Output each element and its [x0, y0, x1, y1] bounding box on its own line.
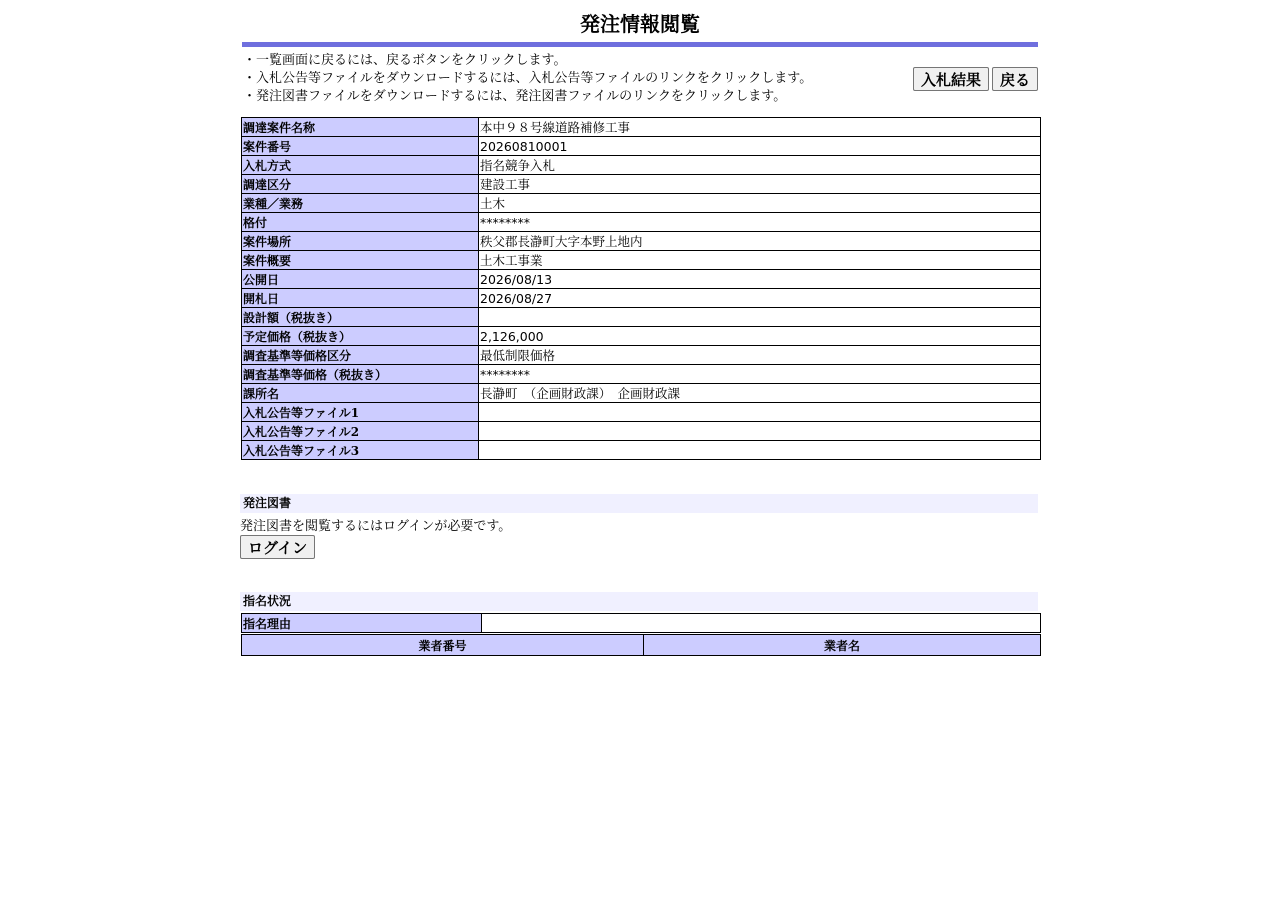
detail-label: 入札公告等ファイル3: [242, 441, 479, 460]
detail-value: [479, 403, 1041, 422]
instruction-item: ・発注図書ファイルをダウンロードするには、発注図書ファイルのリンクをクリックします。: [243, 89, 787, 104]
table-row: [242, 384, 1041, 403]
back-button[interactable]: 戻る: [992, 67, 1038, 91]
detail-label: 課所名: [242, 384, 479, 403]
detail-value: 長瀞町 （企画財政課） 企画財政課: [479, 384, 1041, 403]
table-row: [242, 327, 1041, 346]
detail-value: 2,126,000: [479, 327, 1041, 346]
bid-result-button[interactable]: 入札結果: [913, 67, 989, 91]
detail-value: 本中９８号線道路補修工事: [479, 118, 1041, 137]
table-row: [242, 441, 1041, 460]
designation-reason-label: 指名理由: [242, 614, 482, 633]
detail-label: 調達区分: [242, 175, 479, 194]
detail-value: ********: [479, 213, 1041, 232]
table-row: [242, 614, 1041, 633]
instruction-item: ・入札公告等ファイルをダウンロードするには、入札公告等ファイルのリンクをクリックします。: [243, 71, 813, 86]
detail-value: 土木: [479, 194, 1041, 213]
detail-value: 20260810001: [479, 137, 1041, 156]
table-row: [242, 232, 1041, 251]
detail-label: 公開日: [242, 270, 479, 289]
detail-label: 設計額（税抜き）: [242, 308, 479, 327]
detail-label: 予定価格（税抜き）: [242, 327, 479, 346]
instruction-item: ・一覧画面に戻るには、戻るボタンをクリックします。: [243, 53, 567, 68]
detail-label: 案件概要: [242, 251, 479, 270]
table-row: [242, 156, 1041, 175]
table-row: [242, 346, 1041, 365]
detail-label: 調査基準等価格（税抜き）: [242, 365, 479, 384]
detail-value: [479, 441, 1041, 460]
detail-value: 最低制限価格: [479, 346, 1041, 365]
detail-label: 入札方式: [242, 156, 479, 175]
detail-value: 2026/08/13: [479, 270, 1041, 289]
details-table: [241, 117, 1041, 460]
vendor-table-header-row: [242, 635, 1041, 656]
detail-value: ********: [479, 365, 1041, 384]
table-row: [242, 213, 1041, 232]
page-title: 発注情報閲覧: [580, 12, 700, 36]
detail-value: 2026/08/27: [479, 289, 1041, 308]
login-button[interactable]: ログイン: [240, 535, 315, 559]
table-row: [242, 194, 1041, 213]
page-container: [240, 0, 1040, 656]
detail-label: 業種／業務: [242, 194, 479, 213]
designation-section-header: 指名状況: [240, 592, 1038, 611]
designation-reason-value: [482, 614, 1041, 633]
instructions-area: [240, 47, 1040, 117]
vendor-table: [241, 634, 1041, 656]
table-row: [242, 137, 1041, 156]
detail-label: 案件番号: [242, 137, 479, 156]
detail-value: [479, 422, 1041, 441]
detail-label: 入札公告等ファイル2: [242, 422, 479, 441]
table-row: [242, 308, 1041, 327]
detail-value: 土木工事業: [479, 251, 1041, 270]
detail-value: 指名競争入札: [479, 156, 1041, 175]
detail-label: 調査基準等価格区分: [242, 346, 479, 365]
detail-value: 秩父郡長瀞町大字本野上地内: [479, 232, 1041, 251]
table-row: [242, 251, 1041, 270]
action-buttons: [913, 67, 1038, 91]
column-header-vendor-number: 業者番号: [242, 635, 644, 656]
table-row: [242, 365, 1041, 384]
login-required-notice: 発注図書を閲覧するにはログインが必要です。: [240, 519, 512, 534]
documents-section-header: 発注図書: [240, 494, 1038, 513]
column-header-vendor-name: 業者名: [644, 635, 1041, 656]
table-row: [242, 422, 1041, 441]
detail-label: 案件場所: [242, 232, 479, 251]
detail-label: 入札公告等ファイル1: [242, 403, 479, 422]
detail-label: 格付: [242, 213, 479, 232]
table-row: [242, 175, 1041, 194]
detail-value: 建設工事: [479, 175, 1041, 194]
designation-reason-table: [241, 613, 1041, 633]
detail-value: [479, 308, 1041, 327]
table-row: [242, 270, 1041, 289]
detail-label: 開札日: [242, 289, 479, 308]
table-row: [242, 118, 1041, 137]
detail-label: 調達案件名称: [242, 118, 479, 137]
table-row: [242, 289, 1041, 308]
table-row: [242, 403, 1041, 422]
